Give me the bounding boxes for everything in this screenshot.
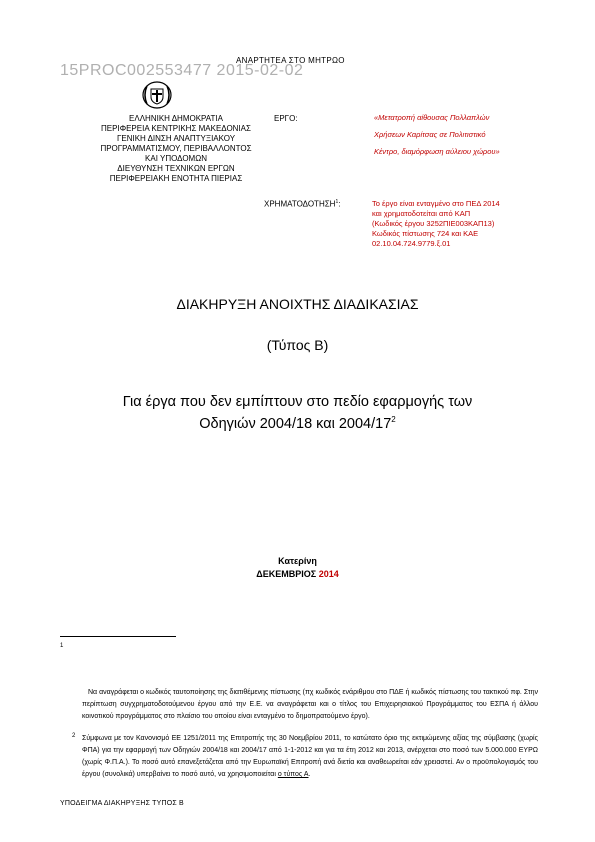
issue-date bbox=[0, 569, 595, 579]
funding-label-colon: : bbox=[338, 199, 341, 209]
document-id-watermark: 15PROC002553477 2015-02-02 bbox=[60, 62, 304, 79]
authority-line: ΚΑΙ ΥΠΟΔΟΜΩΝ bbox=[145, 154, 207, 163]
funding-line: (Κωδικός έργου 3252ΠΙΕ003ΚΑΠ13) bbox=[372, 219, 495, 228]
funding-line: και χρηματοδοτείται από ΚΑΠ bbox=[372, 209, 471, 218]
funding-line: 02.10.04.724.9779.ξ.01 bbox=[372, 239, 451, 248]
issuing-authority-block bbox=[88, 114, 264, 184]
footnote-1-marker: 1 bbox=[60, 643, 64, 649]
footnote-ref-2: 2 bbox=[391, 415, 396, 424]
document-scope bbox=[0, 393, 595, 433]
project-title-line: «Μετατροπή αίθουσας Πολλαπλών bbox=[374, 113, 490, 122]
page-footer: ΥΠΟΔΕΙΓΜΑ ΔΙΑΚΗΡΥΞΗΣ ΤΥΠΟΣ Β bbox=[60, 800, 184, 807]
issue-month: ΔΕΚΕΜΒΡΙΟΣ bbox=[256, 569, 317, 579]
authority-line: ΠΕΡΙΦΕΡΕΙΑ ΚΕΝΤΡΙΚΗΣ ΜΑΚΕΔΟΝΙΑΣ bbox=[101, 124, 251, 133]
scope-line-text: Οδηγιών 2004/18 και 2004/17 bbox=[199, 415, 392, 432]
footnote-separator bbox=[60, 636, 176, 637]
project-label: ΕΡΓΟ: bbox=[274, 114, 298, 123]
authority-line: ΔΙΕΥΘΥΝΣΗ ΤΕΧΝΙΚΩΝ ΕΡΓΩΝ bbox=[117, 164, 235, 173]
funding-line: Το έργο είναι ενταγμένο στο ΠΕΔ 2014 bbox=[372, 199, 500, 208]
footnote-2-text bbox=[82, 733, 538, 781]
document-type: (Τύπος Β) bbox=[266, 337, 329, 353]
authority-line: ΠΕΡΙΦΕΡΕΙΑΚΗ ΕΝΟΤΗΤΑ ΠΙΕΡΙΑΣ bbox=[109, 174, 243, 183]
footnote-2-body: Σύμφωνα με τον Κανονισμό ΕΕ 1251/2011 της Επιτροπής της 30 Νοεμβρίου 2011, το κατώτατο όριο της εκτιμώμενης αξίας της σύμβασης (χωρίς ΦΠΑ) για την εφαρμογή των Οδηγιών 2004/18 και 2004/17 από 1-1-2012 και για τα έτη 2012 και 2013, ανέρχεται στο ποσό των 5.000.000 ΕΥΡΩ (χωρίς Φ.Π.Α.). Το ποσό αυτό επανεξετάζεται από την Ευρωπαϊκή Επιτροπή ανά διετία και αναθεωρείται εάν χρειαστεί. Αν ο προϋπολογισμός του έργου (συνολικά) υπερβαίνει το ποσό αυτό, να χρησιμοποιείται bbox=[82, 735, 538, 778]
funding-line: Κωδικός πίστωσης 724 και ΚΑΕ bbox=[372, 229, 479, 238]
place-name: Κατερίνη bbox=[278, 556, 317, 566]
scope-line-2 bbox=[0, 411, 595, 433]
authority-line: ΠΡΟΓΡΑΜΜΑΤΙΣΜΟΥ, ΠΕΡΙΒΑΛΛΟΝΤΟΣ bbox=[100, 144, 252, 153]
greek-coat-of-arms-icon bbox=[140, 80, 174, 110]
project-title-line: Κέντρο, διαμόρφωση αύλειου χώρου» bbox=[374, 147, 500, 156]
issue-year: 2014 bbox=[318, 569, 339, 579]
footnote-ref-1: 1 bbox=[335, 199, 339, 205]
scope-line: Για έργα που δεν εμπίπτουν στο πεδίο εφαρμογής των bbox=[122, 394, 473, 410]
document-title: ΔΙΑΚΗΡΥΞΗ ΑΝΟΙΧΤΗΣ ΔΙΑΔΙΚΑΣΙΑΣ bbox=[176, 296, 419, 312]
footnote-2-marker: 2 bbox=[72, 733, 76, 739]
funding-label bbox=[264, 199, 340, 209]
project-title-line: Χρήσεων Καρίτσας σε Πολιτιστικό bbox=[374, 130, 486, 139]
footnote-2-type-a-ref: ο τύπος Α bbox=[277, 771, 309, 778]
authority-line: ΕΛΛΗΝΙΚΗ ΔΗΜΟΚΡΑΤΙΑ bbox=[129, 114, 223, 123]
funding-label-text: ΧΡΗΜΑΤΟΔΟΤΗΣΗ bbox=[264, 199, 336, 209]
funding-details bbox=[372, 199, 572, 249]
footnote-2-end: . bbox=[308, 771, 311, 778]
project-title bbox=[374, 109, 564, 160]
footnote-1-text: Να αναγράφεται ο κωδικός ταυτοποίησης της διατιθέμενης πίστωσης (πχ κωδικός ενάριθμου στο ΠΔΕ ή κωδικός πίστωσης του τακτικού πφ. Στην περίπτωση συγχρηματοδοτούμενου έργου από την Ε.Ε. να αναγράφεται και ο τίτλος του Επιχειρησιακού Προγράμματος του ΕΣΠΑ ή άλλου κοινοτικού προγράμματος στο πλαίσιο του οποίου είναι ενταγμένο το δημοπρατούμενο έργο). bbox=[82, 689, 538, 720]
authority-line: ΓΕΝΙΚΗ ΔΙΝΣΗ ΑΝΑΠΤΥΞΙΑΚΟΥ bbox=[116, 134, 236, 143]
posted-register-label: ΑΝΑΡΤΗΤΕΑ ΣΤΟ ΜΗΤΡΩΟ bbox=[236, 56, 345, 65]
